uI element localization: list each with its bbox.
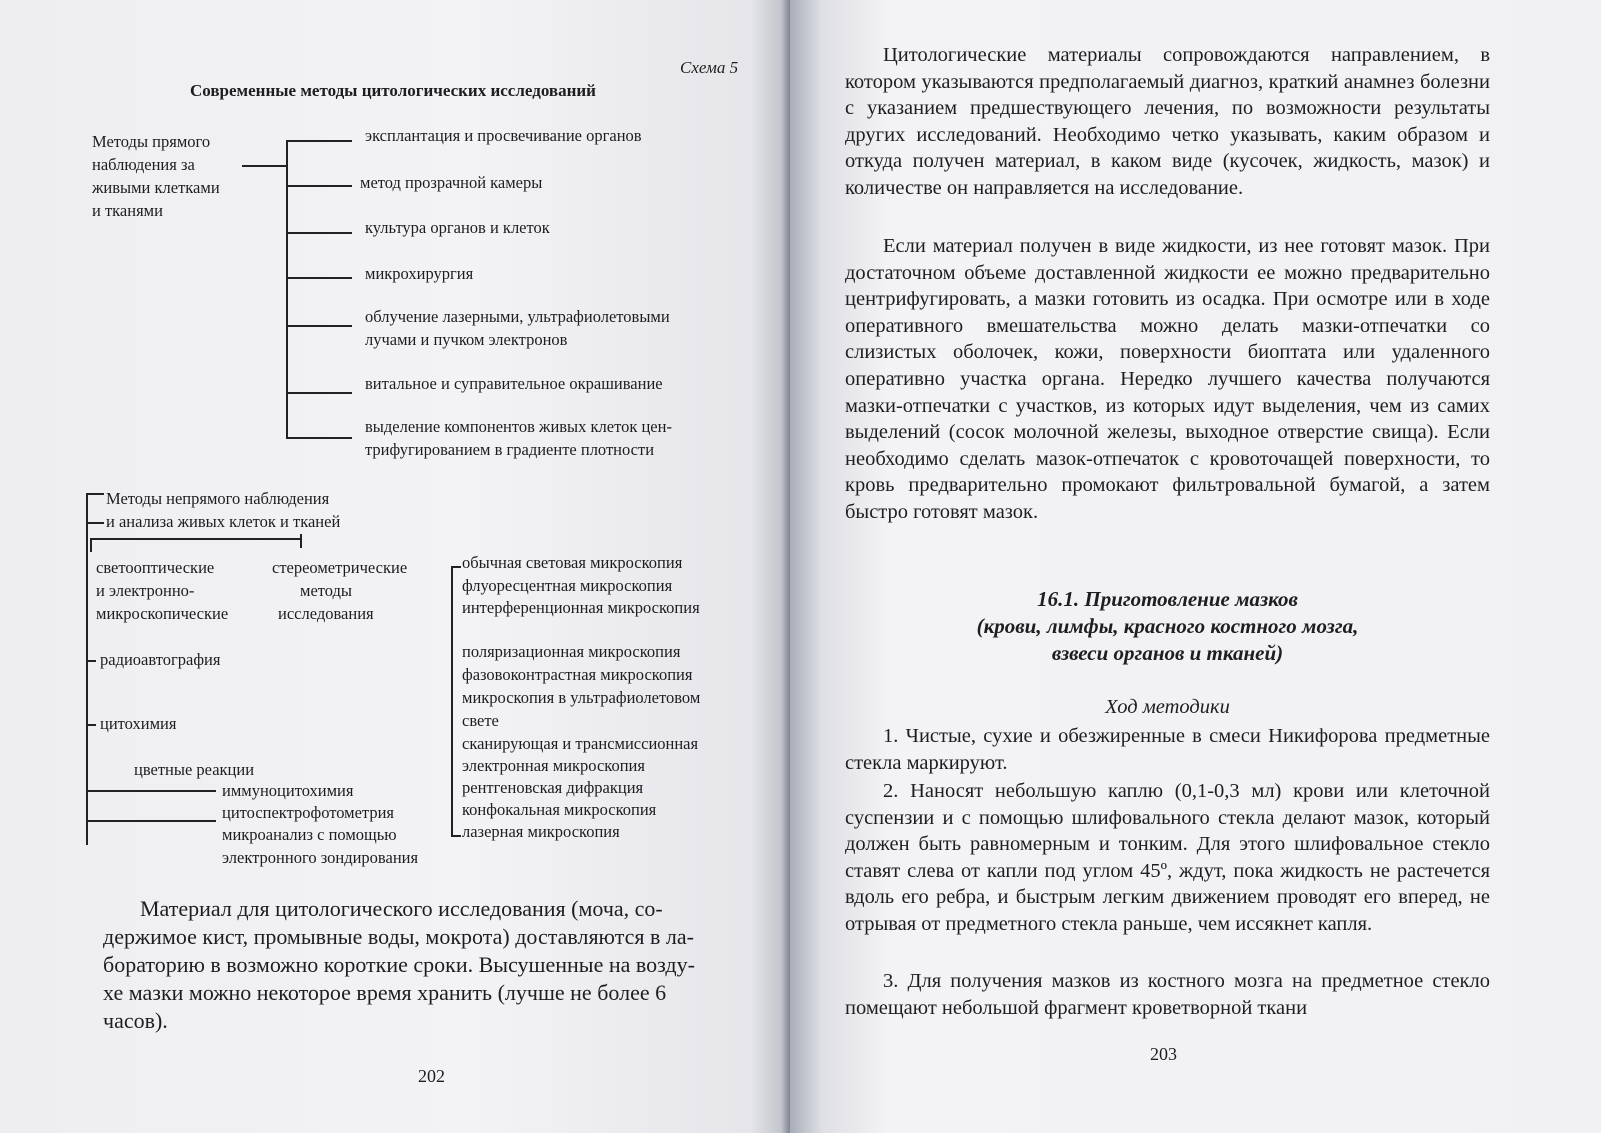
method-step: 2. Наносят небольшую каплю (0,1-0,3 мл) крови или клеточной суспензии и с помощью шлифовального стекла делают мазок, который должен быть равномерным и тонким. Для этого шлифовальное стекло ставят слева от капли под углом 45º, ждут, пока жидкость не растечется вдоль его ребра, и быстрым легким движением проводят его вперед, не отрывая от предметного стекла раньше, чем иссякнет капля. (845, 780, 1490, 935)
light-em-label: и электронно- (96, 581, 195, 600)
direct-method-item: эксплантация и просвечивание органов (365, 126, 642, 145)
direct-label-line: наблюдения за (92, 155, 195, 174)
direct-method-item: микрохирургия (365, 264, 474, 283)
direct-method-item: лучами и пучком электронов (365, 330, 568, 349)
section-heading-line: 16.1. Приготовление мазков (1037, 587, 1298, 611)
direct-method-item: трифугированием в градиенте плотности (365, 440, 655, 459)
connector-line (286, 232, 352, 234)
method-step: 1. Чистые, сухие и обезжиренные в смеси Никифорова предметные стекла маркируют. (845, 725, 1490, 774)
connector-line (86, 493, 104, 495)
connector-line (86, 522, 104, 524)
microscopy-item: рентгеновская дифракция (462, 778, 644, 797)
stereometric-label: методы (300, 581, 353, 600)
connector-line (451, 566, 453, 836)
connector-line (86, 790, 216, 792)
stereometric-label: стереометрические (272, 558, 408, 577)
color-reactions-label: цветные реакции (134, 760, 255, 779)
right-paragraph: Цитологические материалы сопровождаются направлением, в котором указываются предполагаемый диагноз, краткий анамнез болезни с указанием предшествующего лечения, по возможности результаты других исследований. Необходимо четко указывать, каким образом и откуда получен материал, в каком виде (кусочек, жидкость, мазок) и количестве он направляется на исследование. (845, 44, 1490, 199)
indirect-label-line: и анализа живых клеток и тканей (106, 512, 341, 531)
microscopy-item: обычная световая микроскопия (462, 553, 683, 572)
connector-line (286, 437, 352, 439)
stereometric-label: исследования (278, 604, 374, 623)
direct-method-item: облучение лазерными, ультрафиолетовыми (365, 307, 670, 326)
light-em-label: микроскопические (96, 604, 229, 623)
connector-line (86, 493, 88, 845)
connector-line (451, 566, 461, 568)
connector-line (286, 185, 352, 187)
microscopy-item: конфокальная микроскопия (462, 800, 657, 819)
connector-line (286, 140, 352, 142)
microscopy-item: электронная микроскопия (462, 756, 645, 775)
connector-line (286, 392, 352, 394)
connector-line (86, 724, 96, 726)
direct-method-item: выделение компонентов живых клеток цен- (365, 417, 672, 436)
scheme-number: Схема 5 (680, 58, 739, 77)
scheme-title: Современные методы цитологических исследований (190, 81, 596, 100)
connector-line (300, 534, 302, 548)
connector-line (286, 277, 352, 279)
microscopy-item: флуоресцентная микроскопия (462, 576, 673, 595)
microscopy-item: поляризационная микроскопия (462, 642, 681, 661)
right-paragraph: Если материал получен в виде жидкости, из нее готовят мазок. При достаточном объеме доставленной жидкости ее можно предварительно центрифугировать, а мазки готовить из осадка. При осмотре или в ходе оперативного вмешательства можно делать мазки-отпечатки со слизистых оболочек, кожи, поверхности биоптата или удаленного оперативно участка органа. Нередко лучшего качества получаются мазки-отпечатки с участков, из которых идут выделения, чем из самих выделений (сосок молочной железы, выходное отверстие свища). Если необходимо сделать мазок-отпечаток с кровоточащей поверхности, то кровь предварительно промокают фильтровальной бумагой, а затем быстро готовят мазок. (845, 235, 1490, 523)
method-subheading: Ход методики (1105, 696, 1230, 718)
left-paragraph-line: Материал для цитологического исследования (моча, со- (140, 896, 663, 921)
direct-method-item: культура органов и клеток (365, 218, 550, 237)
left-paragraph-line: бораторию в возможно короткие сроки. Высушенные на возду- (103, 952, 695, 977)
direct-method-item: витальное и суправительное окрашивание (365, 374, 663, 393)
indirect-label-line: Методы непрямого наблюдения (106, 489, 330, 508)
left-paragraph-line: держимое кист, промывные воды, мокрота) доставляются в ла- (103, 924, 694, 949)
cytospectrophotometry-label: цитоспектрофотометрия (222, 803, 395, 822)
left-paragraph-line: хе мазки можно некоторое время хранить (лучше не более 6 (103, 980, 667, 1005)
microscopy-item: фазовоконтрастная микроскопия (462, 665, 693, 684)
microscopy-item: лазерная микроскопия (462, 822, 620, 841)
page-number-right: 203 (1150, 1044, 1177, 1064)
method-step: 3. Для получения мазков из костного мозга на предметное стекло помещают небольшой фрагмент кроветворной ткани (845, 970, 1490, 1019)
connector-line (86, 820, 216, 822)
direct-method-item: метод прозрачной камеры (360, 173, 543, 192)
cytochemistry-label: цитохимия (100, 714, 177, 733)
connector-line (90, 538, 92, 552)
direct-label-line: живыми клетками (92, 178, 220, 197)
connector-line (451, 835, 461, 837)
microanalysis-label: микроанализ с помощью (222, 825, 397, 844)
direct-label-line: и тканями (92, 201, 163, 220)
connector-line (286, 325, 352, 327)
microscopy-item: интерференционная микроскопия (462, 598, 700, 617)
microscopy-item: микроскопия в ультрафиолетовом (462, 688, 701, 707)
left-page (0, 0, 790, 1133)
page-number-left: 202 (418, 1066, 445, 1086)
connector-line (242, 165, 286, 167)
microanalysis-label: электронного зондирования (222, 848, 419, 867)
connector-line (90, 538, 300, 540)
left-paragraph-line: часов). (103, 1008, 168, 1033)
section-heading-line: (крови, лимфы, красного костного мозга, (976, 614, 1359, 638)
connector-line (86, 660, 96, 662)
light-em-label: светооптические (96, 558, 215, 577)
radioautography-label: радиоавтография (100, 650, 221, 669)
direct-label-line: Методы прямого (92, 132, 211, 151)
section-heading-line: взвеси органов и тканей) (1051, 641, 1284, 665)
right-page (790, 0, 1601, 1133)
microscopy-item: сканирующая и трансмиссионная (462, 734, 699, 753)
immunocytochemistry-label: иммуноцитохимия (222, 781, 354, 800)
microscopy-item: свете (462, 711, 499, 730)
